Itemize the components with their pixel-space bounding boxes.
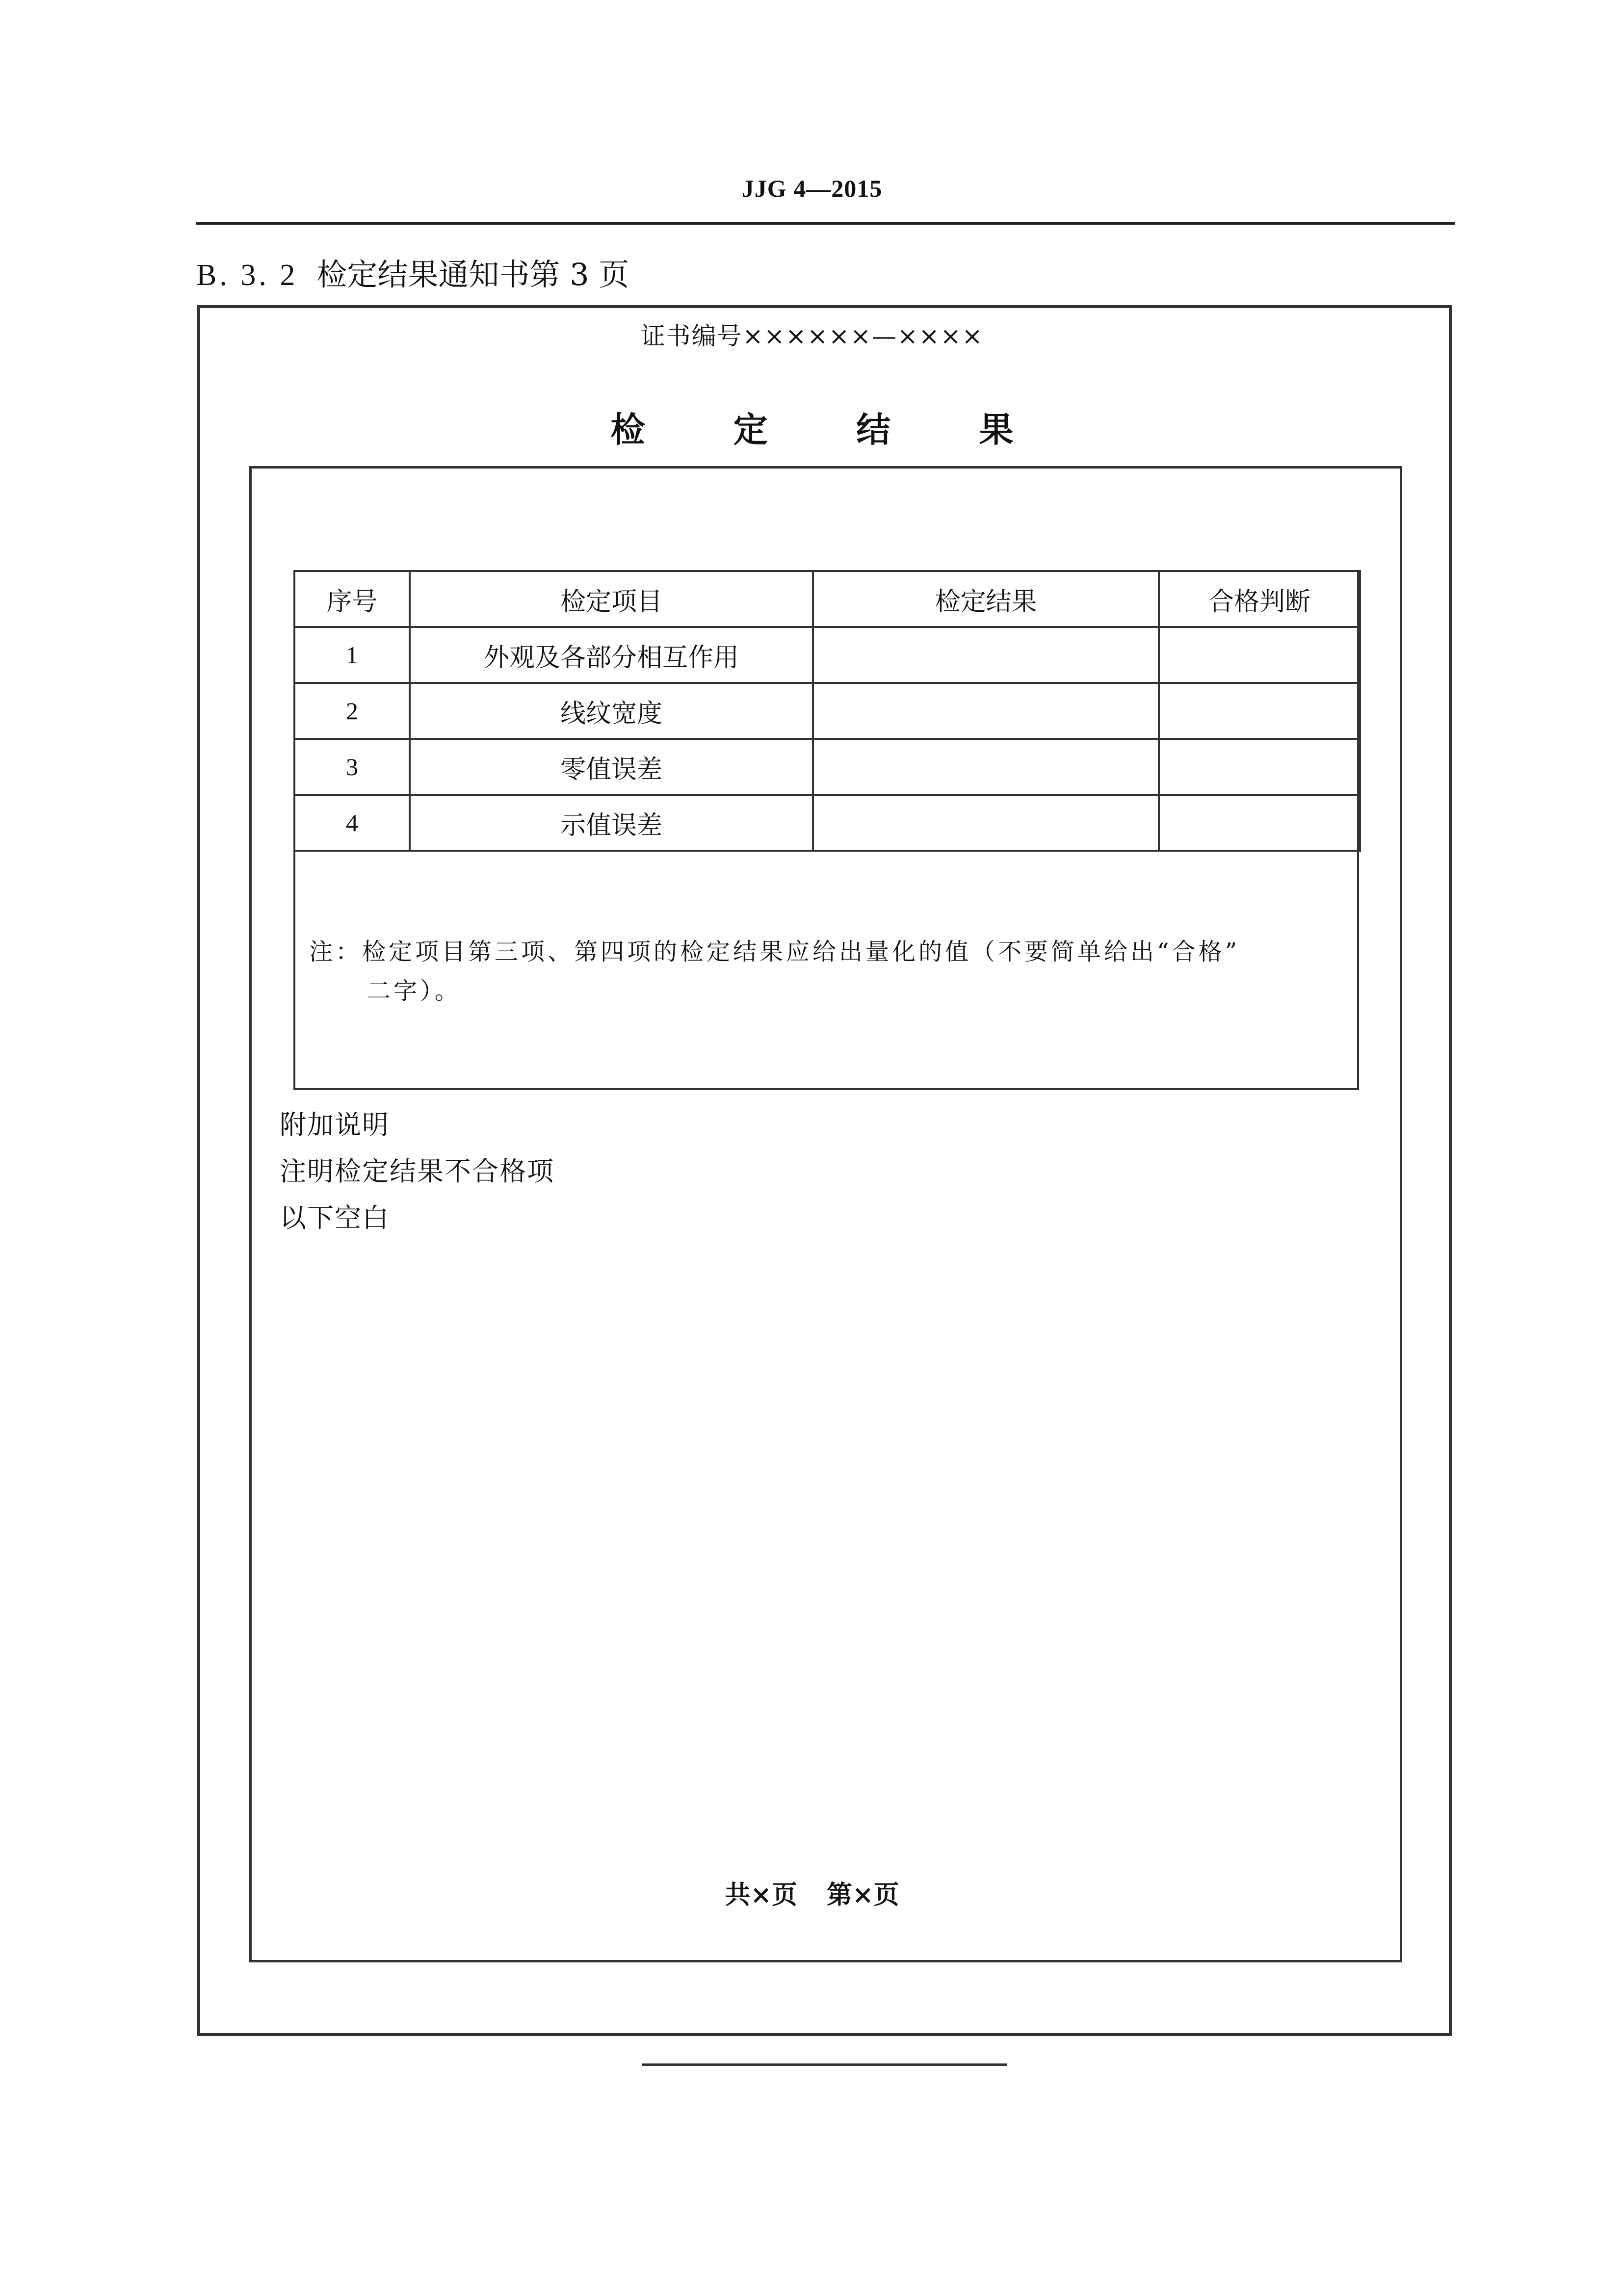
section-title: 检定结果通知书第 3 页 xyxy=(316,257,629,292)
certificate-number: 证书编号××××××—×××× xyxy=(640,322,984,350)
section-number: B. 3. 2 xyxy=(196,259,298,292)
note-line-2: 二字）。 xyxy=(367,977,462,1005)
row-item: 零值误差 xyxy=(410,739,813,795)
row-item: 线纹宽度 xyxy=(410,683,813,739)
row-number: 4 xyxy=(294,795,410,851)
row-number: 1 xyxy=(294,627,410,683)
table-row xyxy=(294,627,1360,683)
table-row xyxy=(294,795,1360,851)
row-number: 2 xyxy=(294,683,410,739)
row-item: 外观及各部分相互作用 xyxy=(410,627,813,683)
results-table xyxy=(293,570,1361,852)
header-cell: 检定项目 xyxy=(410,571,813,627)
table-note xyxy=(309,932,1344,1011)
header-cell: 合格判断 xyxy=(1159,571,1360,627)
row-result xyxy=(813,795,1159,851)
row-judgment xyxy=(1159,627,1360,683)
end-rule xyxy=(642,2063,1007,2066)
table-row xyxy=(294,683,1360,739)
row-result xyxy=(813,683,1159,739)
additional-line-1: 注明检定结果不合格项 xyxy=(280,1156,554,1187)
additional-heading: 附加说明 xyxy=(280,1109,390,1140)
additional-line-2: 以下空白 xyxy=(280,1202,390,1233)
page-title: 检 定 结 果 xyxy=(610,409,1052,450)
header-rule xyxy=(196,222,1455,225)
row-judgment xyxy=(1159,683,1360,739)
table-row xyxy=(294,739,1360,795)
note-line-1: 注：检定项目第三项、第四项的检定结果应给出量化的值（不要简单给出“合格” xyxy=(309,938,1240,965)
section-heading xyxy=(196,250,629,294)
header-cell: 检定结果 xyxy=(813,571,1159,627)
header-cell: 序号 xyxy=(294,571,410,627)
row-result xyxy=(813,627,1159,683)
row-item: 示值误差 xyxy=(410,795,813,851)
table-header-row xyxy=(294,571,1360,627)
current-page: 第×页 xyxy=(827,1880,899,1910)
standard-code: JJG 4—2015 xyxy=(741,175,883,202)
row-result xyxy=(813,739,1159,795)
total-pages: 共×页 xyxy=(725,1880,797,1910)
page-count xyxy=(0,1874,1624,1911)
row-judgment xyxy=(1159,739,1360,795)
row-number: 3 xyxy=(294,739,410,795)
row-judgment xyxy=(1159,795,1360,851)
